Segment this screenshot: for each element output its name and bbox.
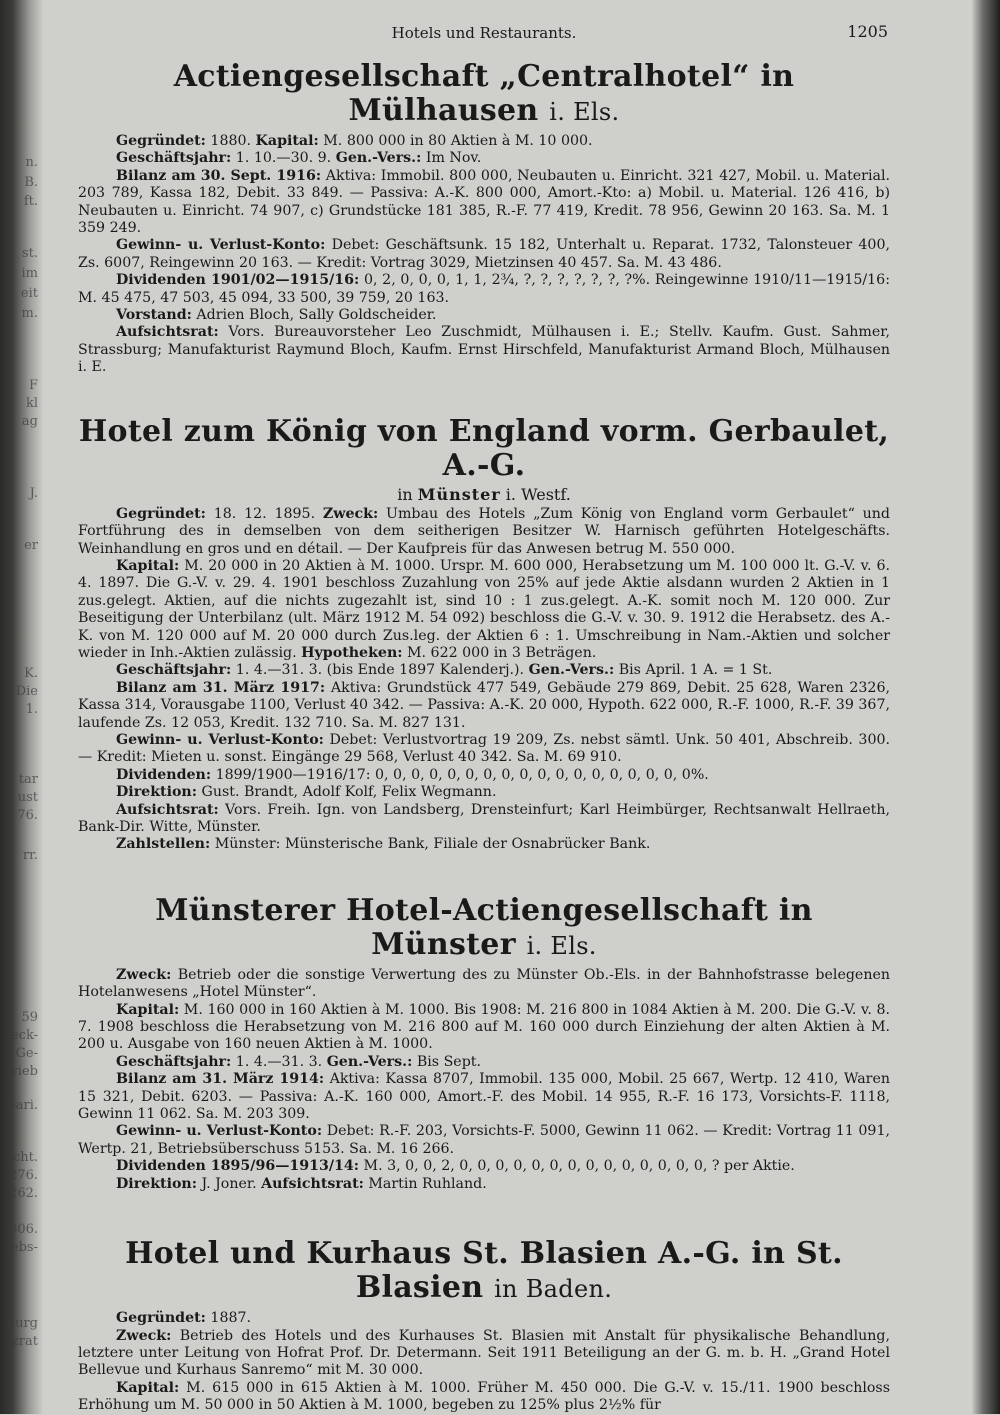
margin-fragment: rr. <box>22 848 38 863</box>
entry-text: Bis Sept. <box>412 1053 481 1070</box>
entry-label: Dividenden 1895/96—1913/14: <box>116 1158 360 1175</box>
entry-paragraph <box>78 1328 890 1380</box>
entry-paragraph <box>78 1380 890 1415</box>
company-location-suffix: i. Els. <box>549 98 620 126</box>
margin-fragment: n. <box>25 155 38 170</box>
entry-paragraph <box>78 558 890 662</box>
entry-label: Geschäftsjahr: <box>116 150 232 167</box>
entry-text: Bis April. 1 A. = 1 St. <box>614 662 773 679</box>
entry-paragraph <box>78 506 890 558</box>
company-title <box>78 60 890 129</box>
entry-label: Kapital: <box>116 557 180 574</box>
entry-label: Vorstand: <box>116 307 192 324</box>
entry-label: Zweck: <box>116 1327 172 1344</box>
entry-text: 18. 12. 1895. <box>205 505 323 522</box>
entry-label: Bilanz am 31. März 1917: <box>116 679 326 696</box>
entry-text: Debet: Verlustvortrag 19 209, Zs. nebst sämtl. Unk. 50 401, Abschreib. 300. — Kredit: Mieten u. sonst. Eingänge 29 568, Verlust 40 342. Sa. M. 69 910. <box>78 731 891 766</box>
entry-label: Aufsichtsrat: <box>261 1175 364 1192</box>
entry-paragraph <box>78 237 890 272</box>
entry-text: M. 160 000 in 160 Aktien à M. 1000. Bis 1908: M. 216 800 in 1084 Aktien à M. 200. Die G.-V. v. 8. 7. 1908 beschloss die Herabsetzung von M. 216 800 auf M. 160 000 durch Einziehung der alten Aktien à M. 200 u. Ausgabe von 160 neuen Aktien à M. 1000. <box>78 1001 890 1053</box>
entry-text: M. 20 000 in 20 Aktien à M. 1000. Urspr. M. 600 000, Herabsetzung um M. 100 000 lt. G.-V. v. 6. 4. 1897. Die G.-V. v. 29. 4. 1901 beschloss Zuzahlung von 25% auf jede Aktie alsdann wurden 2 Aktien in 1 zus.gelegt. Aktien, auf die nichts zugezahlt ist, sind 10 : 1 zus.gelegt. A.-K. somit noch M. 120 000. Zur Beseitigung der Unterbilanz (ult. März 1912 M. 54 092) beschloss die G.-V. v. 30. 9. 1912 die Herabsetz. des A.-K. von M. 120 000 auf M. 20 000 durch Zus.leg. der Aktien 6 : 1. Umschreibung in Nam.-Aktien und solcher wieder in Inh.-Aktien zulässig. <box>78 557 890 661</box>
company-entry <box>78 60 890 377</box>
entry-label: Direktion: <box>116 784 197 801</box>
company-name: Hotel und Kurhaus St. Blasien A.-G. in St. Blasien <box>125 1236 843 1306</box>
entry-text: Im Nov. <box>421 150 482 167</box>
margin-fragment: K. <box>24 666 38 681</box>
entry-text: 1899/1900—1916/17: 0, 0, 0, 0, 0, 0, 0, 0, 0, 0, 0, 0, 0, 0, 0, 0, 0, 0%. <box>211 766 709 783</box>
entry-label: Hypotheken: <box>301 644 403 661</box>
entry-text: 0, 2, 0, 0, 0, 1, 1, 2¾, ?, ?, ?, ?, ?, ?, ?%. Reingewinne 1910/11—1915/16: M. 45 475, 47 503, 45 094, 33 500, 39 759, 20 163. <box>78 272 890 306</box>
entry-paragraph <box>78 272 890 307</box>
margin-fragment: 806. <box>9 1222 38 1237</box>
entry-paragraph <box>78 1310 890 1327</box>
entry-text: Gust. Brandt, Adolf Kolf, Felix Wegmann. <box>196 784 497 801</box>
margin-fragment: zrat <box>11 1334 38 1349</box>
entry-text: Betrieb des Hotels und des Kurhauses St. Blasien mit Anstalt für physikalische Behandlung, letztere unter Leitung von Hofrat Prof. Dr. Determann. Seit 1911 Beteiligung an der G. m. b. H. „Grand Hotel Bellevue und Kurhaus Sanremo“ mit M. 30 000. <box>78 1327 890 1379</box>
entry-text: 1. 4.—31. 3. (bis Ende 1897 Kalenderj.). <box>231 662 529 679</box>
entry-paragraph <box>78 732 890 767</box>
entry-label: Kapital: <box>116 1379 180 1396</box>
entry-label: Gegründet: <box>116 505 206 522</box>
entry-text: Debet: Geschäftsunk. 15 182, Unterhalt u. Reparat. 1732, Talonsteuer 400, Zs. 6007, Reingewinn 20 163. — Kredit: Vortrag 3029, Mietzinsen 40 457. Sa. M. 43 486. <box>78 237 890 271</box>
entry-text: 1880. <box>205 133 256 149</box>
entry-text: Münster: Münsterische Bank, Filiale der Osnabrücker Bank. <box>210 836 651 853</box>
entry-label: Dividenden 1901/02—1915/16: <box>116 272 360 289</box>
entry-text: J. Joner. <box>196 1175 262 1192</box>
entry-paragraph <box>78 767 890 784</box>
margin-fragment: Ge- <box>15 1046 38 1061</box>
entry-paragraph <box>78 1002 890 1054</box>
entry-paragraph <box>78 784 890 801</box>
entry-label: Geschäftsjahr: <box>116 1053 232 1070</box>
entry-paragraph <box>78 1158 890 1175</box>
entry-label: Kapital: <box>116 1001 180 1018</box>
entry-paragraph <box>78 680 890 732</box>
margin-fragment: kl <box>25 396 38 411</box>
margin-fragment: Die <box>15 684 38 699</box>
running-title: Hotels und Restaurants. <box>391 24 577 42</box>
entry-paragraph <box>78 1071 890 1123</box>
company-entry <box>78 415 890 854</box>
entry-label: Geschäftsjahr: <box>116 662 232 679</box>
entry-label: Direktion: <box>116 1175 197 1192</box>
margin-fragment: st. <box>21 246 38 261</box>
margin-fragment: bari. <box>7 1098 38 1113</box>
entry-label: Gewinn- u. Verlust-Konto: <box>116 237 326 254</box>
entry-text: 1. 10.—30. 9. <box>231 150 336 167</box>
entry-text: Debet: R.-F. 203, Vorsichts-F. 5000, Gewinn 11 062. — Kredit: Vortrag 11 091, Wertp. 21, Betriebsüberschuss 5153. Sa. M. 16 266. <box>78 1123 890 1157</box>
entry-label: Aufsichtsrat: <box>116 801 219 818</box>
margin-fragment: eit <box>20 286 38 301</box>
entry-label: Bilanz am 31. März 1914: <box>116 1071 325 1088</box>
entry-text: Vors. Freih. Ign. von Landsberg, Drensteinfurt; Karl Heimbürger, Rechtsanwalt Hellraeth, Bank-Dir. Witte, Münster. <box>78 801 890 835</box>
entry-label: Gen.-Vers.: <box>528 662 615 679</box>
entry-text: Adrien Bloch, Sally Goldscheider. <box>191 307 437 324</box>
company-location <box>78 485 890 504</box>
margin-fragment: im <box>21 266 38 281</box>
entry-text: M. 615 000 in 615 Aktien à M. 1000. Früher M. 450 000. Die G.-V. v. 15./11. 1900 beschloss Erhöhung um M. 50 000 in 50 Aktien à M. 1000, begeben zu 125% plus 2½% für <box>78 1379 890 1414</box>
company-title <box>78 894 890 963</box>
margin-fragment: cht. <box>12 1150 38 1165</box>
company-name: Actiengesellschaft „Centralhotel“ in Mülhausen <box>173 59 795 128</box>
margin-fragment: burg <box>6 1316 38 1331</box>
margin-fragment: rieb <box>11 1064 38 1079</box>
entry-label: Gewinn- u. Verlust-Konto: <box>116 731 324 748</box>
entry-paragraph <box>78 1176 890 1193</box>
company-title <box>78 1237 890 1306</box>
entry-paragraph <box>78 168 890 238</box>
entry-text: M. 3, 0, 0, 2, 0, 0, 0, 0, 0, 0, 0, 0, 0, 0, 0, 0, 0, 0, ? per Aktie. <box>359 1158 795 1175</box>
entry-label: Zahlstellen: <box>116 836 211 853</box>
location-prefix: in <box>397 484 418 504</box>
margin-fragment: F <box>28 378 38 393</box>
page-edge-shadow <box>972 0 1000 1414</box>
entry-label: Zweck: <box>322 505 379 522</box>
margin-fragment: 1. <box>25 702 38 717</box>
entry-label: Gewinn- u. Verlust-Konto: <box>116 1123 323 1140</box>
entry-paragraph <box>78 836 890 853</box>
entry-label: Gegründet: <box>116 1310 206 1327</box>
entry-label: Dividenden: <box>116 766 212 783</box>
entry-text: M. 622 000 in 3 Beträgen. <box>402 644 597 661</box>
company-name: Münsterer Hotel-Actiengesellschaft in Münster <box>155 892 813 962</box>
entry-paragraph <box>78 133 890 150</box>
page-number: 1205 <box>847 22 888 41</box>
entry-paragraph <box>78 307 890 324</box>
document-page <box>78 18 890 1415</box>
entry-paragraph <box>78 802 890 837</box>
entry-paragraph <box>78 662 890 679</box>
margin-fragment: eck- <box>10 1028 38 1043</box>
margin-fragment: ft. <box>23 194 38 209</box>
entry-label: Zweck: <box>116 966 172 983</box>
entry-paragraph <box>78 324 890 376</box>
entry-text: Martin Ruhland. <box>363 1175 487 1192</box>
company-title <box>78 415 890 483</box>
entry-text: Betrieb oder die sonstige Verwertung des zu Münster Ob.-Els. in der Bahnhofstrasse belegenen Hotelanwesens „Hotel Münster“. <box>78 966 890 1001</box>
margin-fragment: m. <box>21 306 38 321</box>
entry-paragraph <box>78 1123 890 1158</box>
entry-label: Gen.-Vers.: <box>335 150 422 167</box>
margin-fragment: 76. <box>17 808 38 823</box>
entry-label: Gen.-Vers.: <box>326 1053 413 1070</box>
company-name: Hotel zum König von England vorm. Gerbaulet, A.-G. <box>78 413 890 483</box>
entry-label: Aufsichtsrat: <box>116 324 219 341</box>
entry-text: 1887. <box>205 1310 252 1327</box>
running-header <box>78 18 890 48</box>
company-location-suffix: in Baden. <box>494 1275 613 1304</box>
entry-label: Bilanz am 30. Sept. 1916: <box>116 167 322 184</box>
margin-fragment: J. <box>29 486 38 501</box>
margin-fragment: 276. <box>9 1168 38 1183</box>
entry-text: Aktiva: Immobil. 800 000, Neubauten u. Einricht. 321 427, Mobil. u. Material. 203 789, Kassa 182, Debit. 33 849. — Passiva: A.-K. 800 000, Amort.-Kto: a) Mobil. u. Material. 126 416, b) Neubauten u. Einricht. 74 907, c) Grundstücke 181 385, R.-F. 77 419, Kredit. 78 956, Gewinn 20 163. Sa. M. 1 359 249. <box>78 167 891 237</box>
location-suffix: i. Westf. <box>500 484 571 504</box>
company-entry <box>78 894 890 1193</box>
entry-label: Gegründet: <box>116 133 206 149</box>
location-city: Münster <box>417 484 501 504</box>
margin-fragment: tar <box>18 772 38 787</box>
margin-fragment: 262. <box>9 1186 38 1201</box>
margin-fragment: ag <box>21 414 38 429</box>
entry-text: 1. 4.—31. 3. <box>231 1053 327 1070</box>
entry-paragraph <box>78 150 890 167</box>
entry-text: Vors. Bureauvorsteher Leo Zuschmidt, Mülhausen i. E.; Stellv. Kaufm. Gust. Sahmer, Strassburg; Manufakturist Raymund Bloch, Kaufm. Ernst Hirschfeld, Manufakturist Armand Bloch, Mülhausen i. E. <box>78 324 890 376</box>
margin-fragment: B. <box>24 175 38 190</box>
entry-label: Kapital: <box>255 133 319 149</box>
margin-fragment: 59 <box>21 1010 38 1025</box>
entry-text: M. 800 000 in 80 Aktien à M. 10 000. <box>318 133 593 149</box>
company-entry <box>78 1237 890 1414</box>
entry-text: Aktiva: Grundstück 477 549, Gebäude 279 869, Debit. 25 628, Waren 2326, Kassa 314, Vorausgabe 1100, Verlust 40 342. — Passiva: A.-K. 20 000, Hypoth. 622 000, R.-F. 1000, R.-F. 39 367, laufende Zs. 12 053, Kredit. 132 710. Sa. M. 827 131. <box>78 679 890 731</box>
entry-text: Umbau des Hotels „Zum König von England vorm Gerbaulet“ und Fortführung des in demselben von dem seitherigen Besitzer W. Harnisch geführten Hotelgeschäfts. Weinhandlung en gros und en détail. — Der Kaufpreis für das Anwesen betrug M. 550 000. <box>78 505 890 557</box>
margin-fragment: ebs- <box>10 1240 38 1255</box>
margin-fragment: er <box>24 538 38 553</box>
entry-paragraph <box>78 967 890 1002</box>
company-location-suffix: i. Els. <box>526 931 597 960</box>
margin-fragment: ust <box>17 790 38 805</box>
entry-text: Aktiva: Kassa 8707, Immobil. 135 000, Mobil. 25 667, Wertp. 12 410, Waren 15 321, Debit. 6203. — Passiva: A.-K. 160 000, Amort.-F. des Mobil. 14 955, R.-F. 16 173, Vorsichts-F. 1118, Gewinn 11 062. Sa. M. 203 309. <box>78 1071 890 1123</box>
entry-paragraph <box>78 1054 890 1071</box>
